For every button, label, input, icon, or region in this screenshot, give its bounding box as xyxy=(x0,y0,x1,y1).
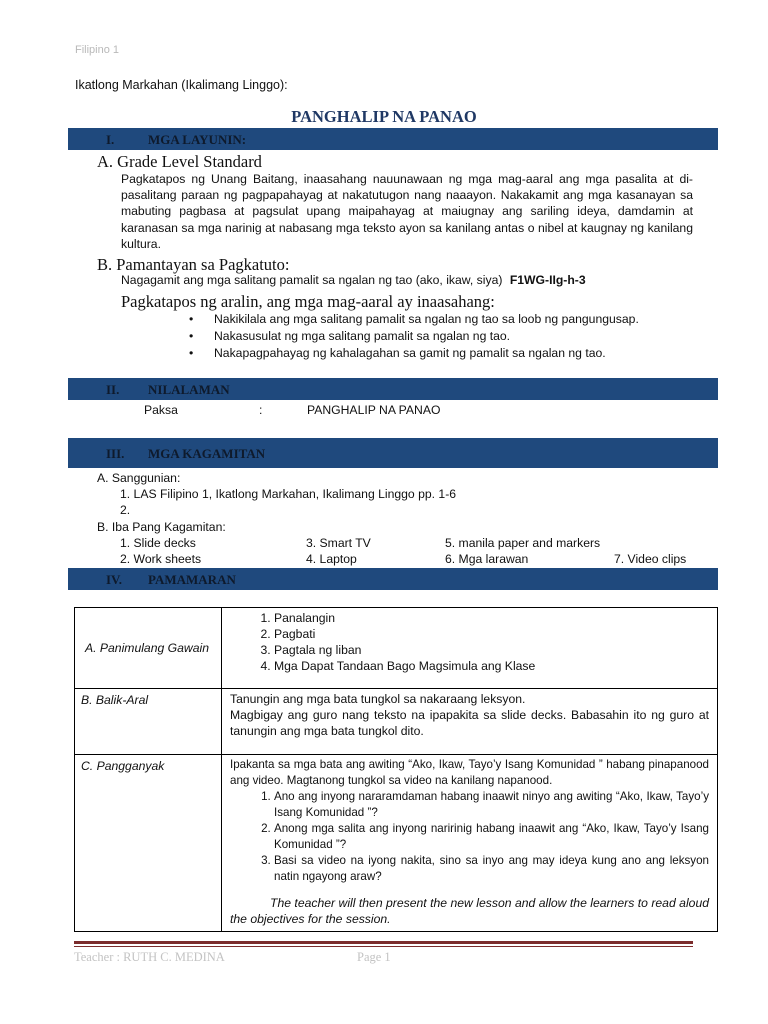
objective-item: • Nakikilala ang mga salitang pamalit sa ngalan ng tao sa loob ng pangungusap. xyxy=(189,311,709,328)
table-row xyxy=(75,689,718,755)
section-label: MGA LAYUNIN: xyxy=(148,132,247,147)
list-item: 1. Panalangin xyxy=(274,610,709,626)
material-item: 3. Smart TV xyxy=(306,536,371,550)
section-number: I. xyxy=(106,132,115,147)
section-number: II. xyxy=(106,382,120,397)
material-item: 4. Laptop xyxy=(306,552,357,566)
other-materials-label: B. Iba Pang Kagamitan: xyxy=(97,520,226,534)
procedure-step-content xyxy=(222,608,718,689)
teacher-note: The teacher will then present the new lesson and allow the learners to read aloud the objectives for the session. xyxy=(230,896,709,926)
list-item: 3. Pagtala ng liban xyxy=(274,642,709,658)
table-row xyxy=(75,755,718,932)
section-bar-objectives xyxy=(68,128,718,150)
objective-item: • Nakasusulat ng mga salitang pamalit sa ngalan ng tao. xyxy=(189,328,709,345)
competency-description: Nagagamit ang mga salitang pamalit sa ngalan ng tao (ako, ikaw, siya) xyxy=(121,273,503,287)
topic-label: Paksa xyxy=(144,403,178,417)
competency-code: F1WG-IIg-h-3 xyxy=(509,273,586,287)
procedure-step-label: C. Pangganyak xyxy=(75,755,222,932)
grade-level-standard-text: Pagkatapos ng Unang Baitang, inaasahang nauunawaan ng mga mag-aaral ang mga pasalita at di-pasalitang paraan ng pagpapahayag at nakatutugon nang naaayon. Nakakamit ang mga kasanayan sa mabuting pagbasa at pagsulat upang maipahayag at maiugnay ang sariling ideya, damdamin at karanasan sa mga narinig at nabasang mga teksto ayon sa kanilang antas o nibel at kaugnay ng kanilang kultura. xyxy=(121,172,693,251)
footer-divider-thin xyxy=(74,946,693,947)
list-item: 3. Basi sa video na iyong nakita, sino sa inyo ang may ideya kung ano ang leksyon natin ngayong araw? xyxy=(274,853,709,885)
procedure-table xyxy=(74,607,718,932)
footer-teacher: Teacher : RUTH C. MEDINA xyxy=(74,950,225,964)
learning-competency-heading: B. Pamantayan sa Pagkatuto: xyxy=(97,255,290,274)
list-item: 2. Pagbati xyxy=(274,626,709,642)
reference-item: 2. xyxy=(120,503,131,517)
material-item: 6. Mga larawan xyxy=(445,552,529,566)
procedure-step-label: B. Balik-Aral xyxy=(75,689,222,755)
section-number: IV. xyxy=(106,572,123,587)
review-line: Tanungin ang mga bata tungkol sa nakaraang leksyon. xyxy=(230,692,526,706)
section-label: NILALAMAN xyxy=(148,382,230,397)
section-number: III. xyxy=(106,446,125,461)
procedure-step-content xyxy=(222,755,718,932)
material-item: 1. Slide decks xyxy=(120,536,196,550)
material-item: 5. manila paper and markers xyxy=(445,536,601,550)
objective-item: • Nakapagpahayag ng kahalagahan sa gamit ng pamalit sa ngalan ng tao. xyxy=(189,345,709,362)
page-title: PANGHALIP NA PANAO xyxy=(291,107,477,126)
learning-competency-text xyxy=(121,273,586,287)
objectives-list xyxy=(189,311,709,362)
footer-divider xyxy=(74,941,693,944)
reference-item: 1. LAS Filipino 1, Ikatlong Markahan, Ikalimang Linggo pp. 1-6 xyxy=(120,487,457,501)
list-item: 4. Mga Dapat Tandaan Bago Magsimula ang Klase xyxy=(274,658,709,674)
document-header-subject: Filipino 1 xyxy=(75,44,120,56)
section-bar-content xyxy=(68,378,718,400)
procedure-step-content xyxy=(222,689,718,755)
motivation-intro: Ipakanta sa mga bata ang awiting “Ako, Ikaw, Tayo’y Isang Komunidad ” habang pinapanood ang video. Magtanong tungkol sa video na kanilang napanood. xyxy=(230,758,709,787)
expectations-heading: Pagkatapos ng aralin, ang mga mag-aaral ay inaasahang: xyxy=(121,292,495,311)
material-item: 7. Video clips xyxy=(614,552,687,566)
list-item: 1. Ano ang inyong nararamdaman habang inaawit ninyo ang awiting “Ako, Ikaw, Tayo’y Isang Komunidad ”? xyxy=(274,789,709,821)
procedure-step-label: A. Panimulang Gawain xyxy=(75,608,222,689)
quarter-week-label: Ikatlong Markahan (Ikalimang Linggo): xyxy=(75,78,288,92)
references-label: A. Sanggunian: xyxy=(97,471,181,485)
grade-level-standard-heading: A. Grade Level Standard xyxy=(97,152,262,171)
list-item: 2. Anong mga salita ang inyong naririnig habang inaawit ang “Ako, Ikaw, Tayo’y Isang Komunidad ”? xyxy=(274,821,709,853)
review-line: Magbigay ang guro nang teksto na ipapakita sa slide decks. Babasahin ito ng guro at tanungin ang mga bata tungkol dito. xyxy=(230,708,709,738)
topic-colon: : xyxy=(259,403,263,417)
table-row xyxy=(75,608,718,689)
footer-page-number: Page 1 xyxy=(357,950,391,964)
material-item: 2. Work sheets xyxy=(120,552,202,566)
section-bar-materials xyxy=(68,438,718,468)
section-bar-procedure xyxy=(68,568,718,590)
section-label: MGA KAGAMITAN xyxy=(148,446,266,461)
section-label: PAMAMARAN xyxy=(148,572,236,587)
topic-value: PANGHALIP NA PANAO xyxy=(307,403,441,417)
